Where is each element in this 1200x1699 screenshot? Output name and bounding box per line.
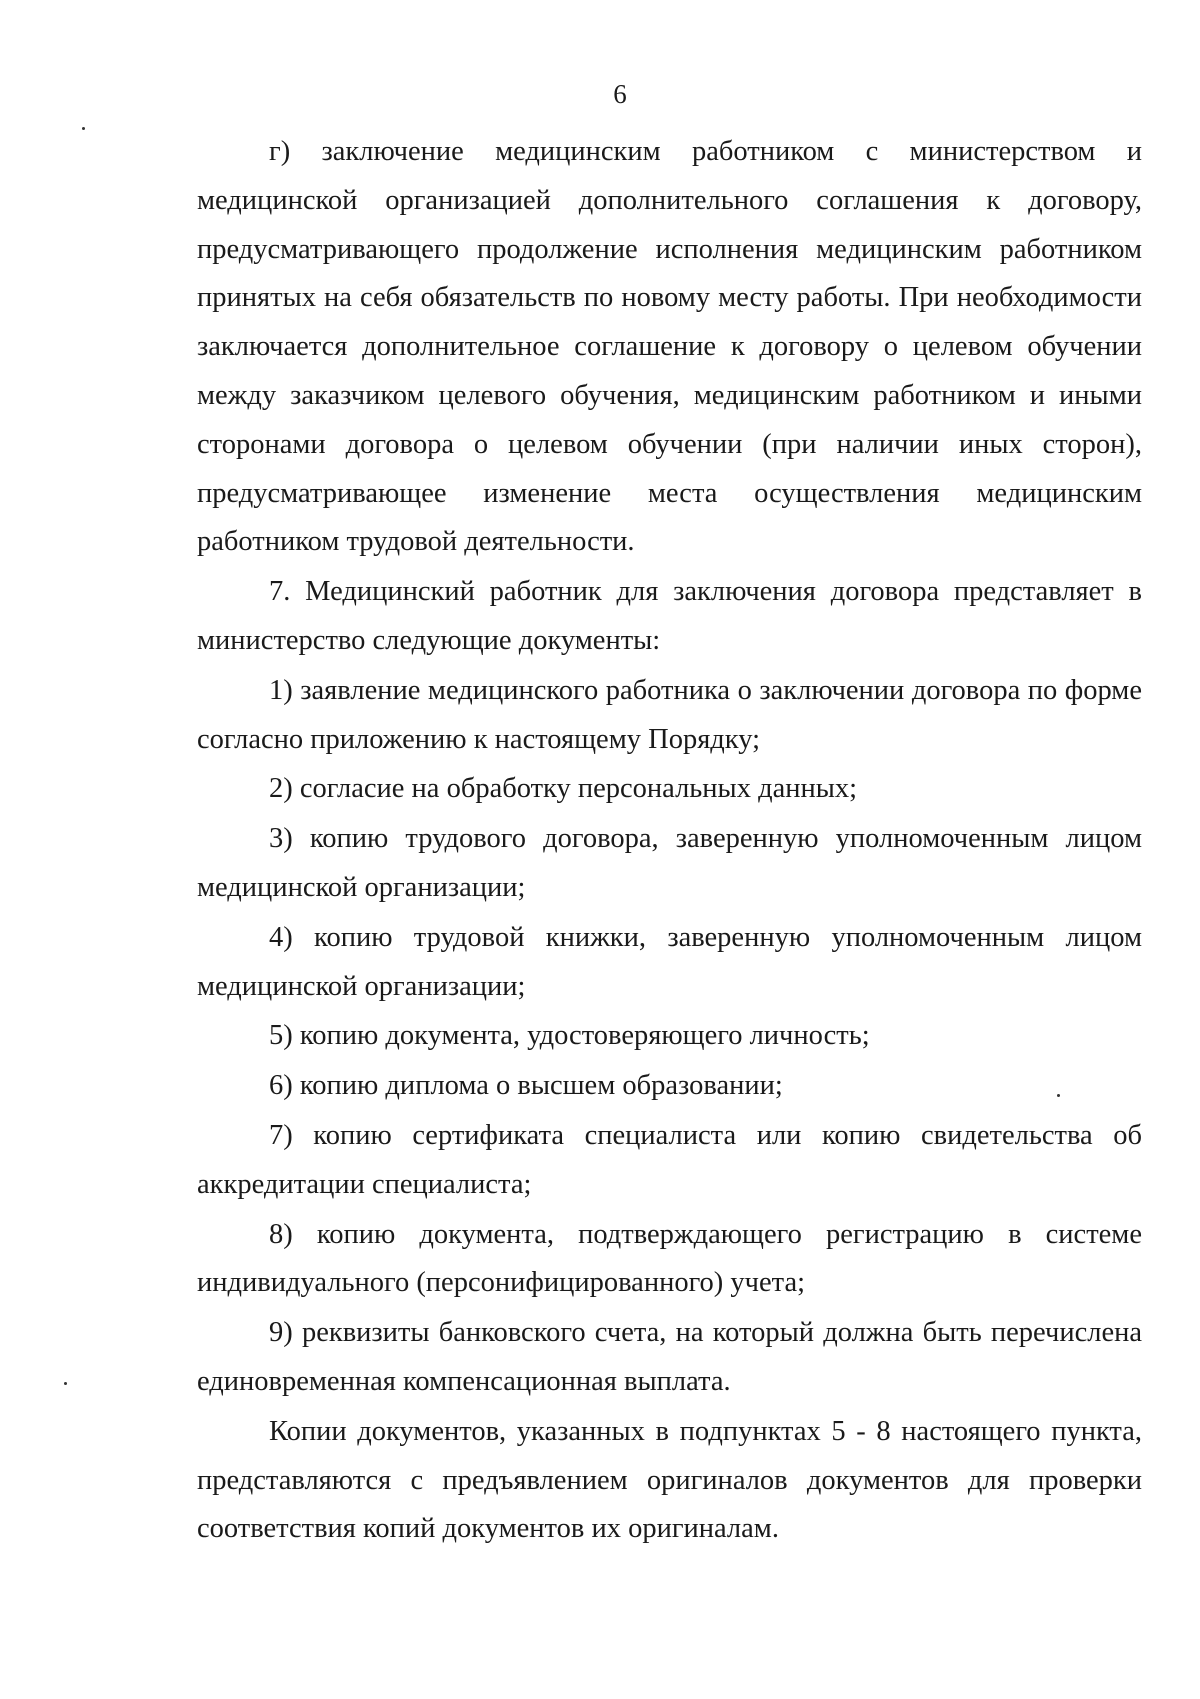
paragraph-7-documents-intro: 7. Медицинский работник для заключения договора представляет в министерство следующие документы: [197, 576, 1142, 656]
scan-speck [64, 1382, 67, 1385]
scan-speck [82, 127, 85, 130]
paragraph-g-additional-agreement: г) заключение медицинским работником с министерством и медицинской организацией дополнительного соглашения к договору, предусматривающего продолжение исполнения медицинским работником принятых на себя обязательств по новому месту работы. При необходимости заключается дополнительное соглашение к договору о целевом обучении между заказчиком целевого обучения, медицинским работником и иными сторонами договора о целевом обучении (при наличии иных сторон), предусматривающее изменение места осуществления медицинским работником трудовой деятельности. [197, 136, 1142, 558]
page-number: 6 [613, 79, 627, 109]
list-item-7-certificate: 7) копию сертификата специалиста или копию свидетельства об аккредитации специалиста; [197, 1119, 1142, 1200]
list-item-1-application: 1) заявление медицинского работника о заключении договора по форме согласно приложению к настоящему Порядку; [197, 674, 1142, 755]
paragraph-copies-note: Копии документов, указанных в подпунктах 5 - 8 настоящего пункта, представляются с предъявлением оригиналов документов для проверки соответствия копий документов их оригиналам. [197, 1415, 1142, 1545]
list-item-5-identity-document: 5) копию документа, удостоверяющего личность; [269, 1020, 870, 1052]
list-item-3-employment-contract: 3) копию трудового договора, заверенную уполномоченным лицом медицинской организации; [197, 823, 1142, 903]
list-item-4-work-book: 4) копию трудовой книжки, заверенную уполномоченным лицом медицинской организации; [197, 921, 1142, 1002]
list-item-9-bank-details: 9) реквизиты банковского счета, на который должна быть перечислена единовременная компенсационная выплата. [197, 1317, 1142, 1397]
list-item-6-diploma: 6) копию диплома о высшем образовании; [269, 1070, 783, 1102]
list-item-8-registration: 8) копию документа, подтверждающего регистрацию в системе индивидуального (персонифицированного) учета; [197, 1218, 1142, 1299]
document-body [197, 128, 1142, 1554]
list-item-2-consent: 2) согласие на обработку персональных данных; [269, 773, 858, 805]
